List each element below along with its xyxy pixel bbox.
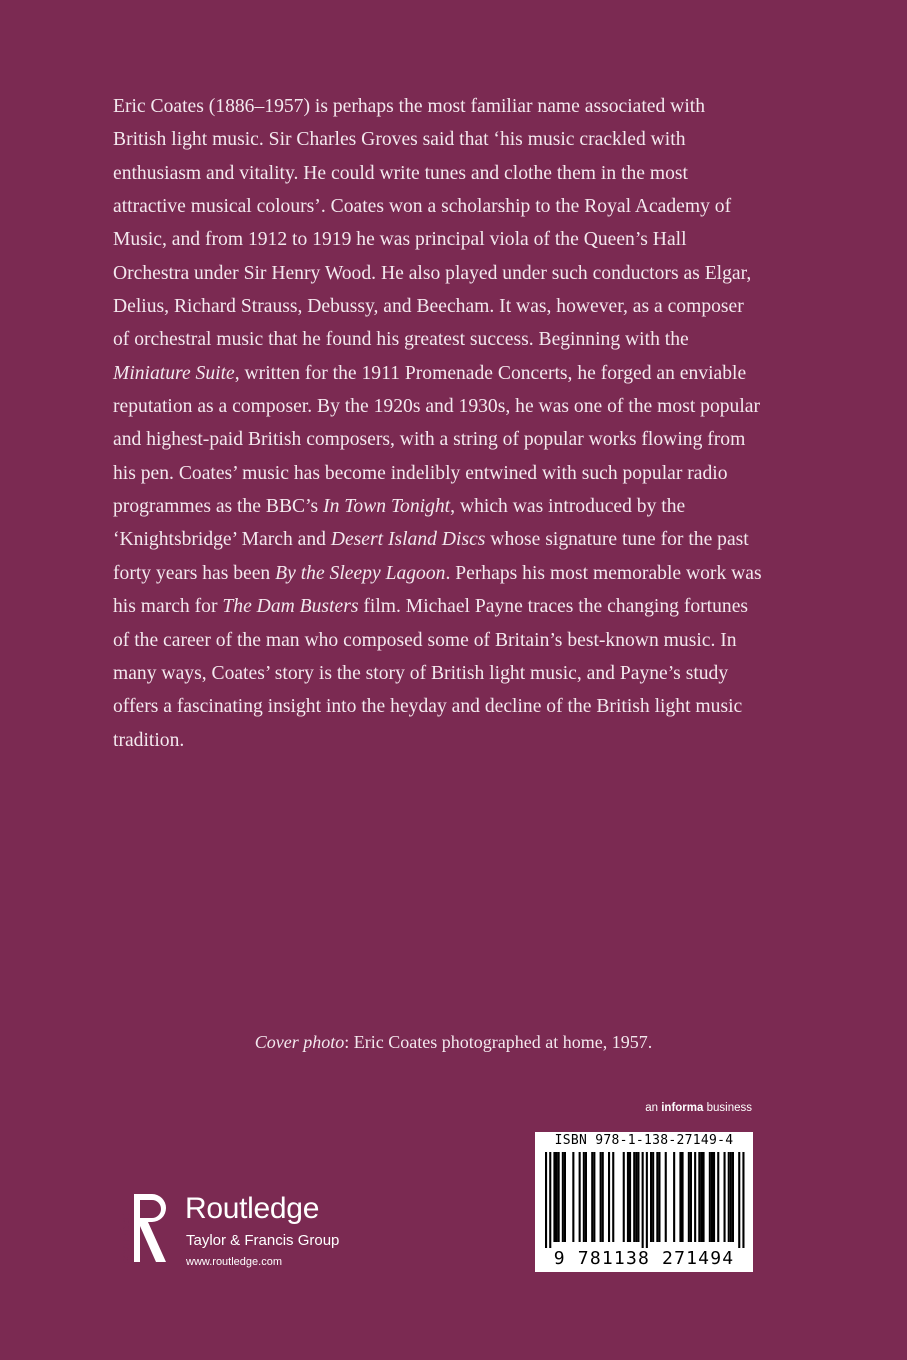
barcode-bar [572, 1152, 574, 1242]
publisher-url[interactable]: www.routledge.com [186, 1256, 282, 1268]
barcode-bar [703, 1152, 705, 1242]
publisher-group: Taylor & Francis Group [186, 1232, 340, 1249]
barcode-bar [650, 1152, 652, 1242]
barcode-bar [556, 1152, 558, 1242]
barcode-bar [665, 1152, 667, 1242]
barcode-bar [742, 1152, 744, 1248]
barcode-bar [652, 1152, 654, 1242]
barcode-bar [591, 1152, 593, 1242]
informa-suffix: business [703, 1102, 752, 1114]
informa-prefix: an [645, 1102, 662, 1114]
barcode-bar [682, 1152, 684, 1242]
barcode-bar [553, 1152, 555, 1242]
work-title: By the Sleepy Lagoon [275, 562, 446, 584]
work-title: Desert Island Discs [330, 529, 486, 551]
blurb-text: Eric Coates (1886–1957) is perhaps the most familiar name associated with British light music. Sir Charles Groves said that ‘his music crackled with enthusiasm and vitality. He could write tunes and clothe them in the most attractive musical colours’. Coates won a scholarship to the Royal Academy of Music, and from 1912 to 1919 he was principal viola of the Queen’s Hall Orchestra under Sir Henry Wood. He also played under such conductors as Elgar, Delius, Richard Strauss, Debussy, and Beecham. It was, however, as a composer of orchestral music that he found his greatest success. Beginning with the [113, 96, 752, 351]
blurb-text: whose signature tune for the past forty years has been [113, 529, 749, 584]
work-title: In Town Tonight [323, 496, 451, 518]
cover-photo-caption [0, 1028, 907, 1056]
barcode-bar [637, 1152, 639, 1242]
barcode-bar [629, 1152, 631, 1242]
barcode-bar [713, 1152, 715, 1242]
barcode-bar [728, 1152, 730, 1242]
routledge-logo-icon [124, 1190, 176, 1268]
barcode-bar [656, 1152, 658, 1242]
barcode-bar [602, 1152, 604, 1242]
publisher-name: Routledge [185, 1192, 320, 1225]
blurb-text: , which was introduced by the ‘Knightsbridge’ March and [113, 496, 686, 551]
barcode-bar [627, 1152, 629, 1242]
barcode-bar [688, 1152, 690, 1242]
barcode-bar [700, 1152, 702, 1242]
barcode-bar [732, 1152, 734, 1242]
barcode-bar [690, 1152, 692, 1242]
barcode-bar [558, 1152, 560, 1242]
logo-vertical-text: ROUTLEDGE [122, 1213, 131, 1264]
barcode-bar [635, 1152, 637, 1242]
barcode-bar [738, 1152, 740, 1248]
caption-label: Cover photo [254, 1032, 345, 1052]
barcode-bar [579, 1152, 581, 1242]
barcode-bar [633, 1152, 635, 1242]
isbn-label: ISBN 978-1-138-27149-4 [554, 1133, 734, 1148]
barcode-bars [539, 1152, 749, 1248]
barcode-bar [709, 1152, 711, 1242]
blurb-text: film. Michael Payne traces the changing fortunes of the career of the man who composed some of Britain’s best-known music. In many ways, Coates’ story is the story of British light music, and Payne’s study offers a fascinating insight into the heyday and decline of the British light music tradition. [113, 596, 749, 751]
barcode-digits: 9 781138 271494 [553, 1248, 735, 1269]
barcode-bar [694, 1152, 696, 1242]
barcode-bar [711, 1152, 713, 1242]
barcode-bar [673, 1152, 675, 1242]
barcode-bar [585, 1152, 587, 1242]
back-cover-blurb [113, 90, 763, 757]
barcode-bar [564, 1152, 566, 1242]
blurb-text: , written for the 1911 Promenade Concerts, he forged an enviable reputation as a composer. By the 1920s and 1930s, he was one of the most popular and highest-paid British composers, with a string of popular works flowing from his pen. Coates’ music has become indelibly entwined with such popular radio programmes as the BBC’s [113, 362, 761, 518]
blurb-text: . Perhaps his most memorable work was his march for [113, 562, 762, 618]
barcode-bar [600, 1152, 602, 1242]
isbn-barcode [535, 1132, 753, 1272]
barcode-bar [593, 1152, 595, 1242]
barcode-bar [717, 1152, 719, 1242]
work-title: Miniature Suite [113, 362, 235, 384]
work-title: The Dam Busters [222, 596, 359, 618]
barcode-bar [679, 1152, 681, 1242]
informa-business-tag [645, 1102, 752, 1114]
barcode-bar [549, 1152, 551, 1248]
barcode-bar [724, 1152, 726, 1242]
barcode-bar [545, 1152, 547, 1248]
barcode-bar [646, 1152, 648, 1248]
barcode-bar [562, 1152, 564, 1242]
caption-text: : Eric Coates photographed at home, 1957. [344, 1032, 653, 1052]
barcode-bar [583, 1152, 585, 1242]
informa-brand: informa [661, 1102, 704, 1114]
barcode-bar [658, 1152, 660, 1242]
barcode-bar [642, 1152, 644, 1248]
barcode-bar [623, 1152, 625, 1242]
barcode-bar [612, 1152, 614, 1242]
barcode-bar [608, 1152, 610, 1242]
barcode-bar [730, 1152, 732, 1242]
barcode-bar [698, 1152, 700, 1242]
